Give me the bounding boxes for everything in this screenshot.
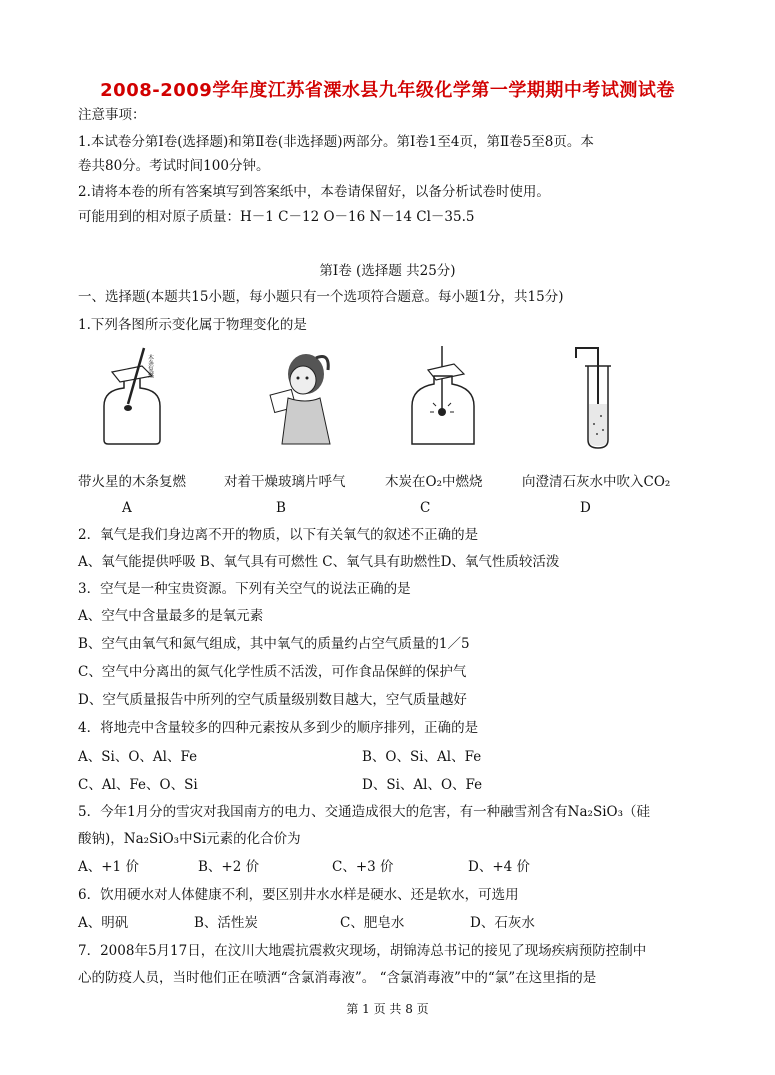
q1-figures xyxy=(78,344,718,454)
q3-option-a: A、空气中含量最多的是氧元素 xyxy=(78,608,264,624)
section-title: 第Ⅰ卷 (选择题 共25分) xyxy=(319,263,456,279)
q3-option-d: D、空气质量报告中所列的空气质量级别数目越大，空气质量越好 xyxy=(78,692,467,708)
q6-option-c: C、肥皂水 xyxy=(340,915,405,931)
charcoal-jar-figure xyxy=(408,344,498,452)
note-1-line-1: 1.本试卷分第Ⅰ卷(选择题)和第Ⅱ卷(非选择题)两部分。第Ⅰ卷1至4页，第Ⅱ卷5至8页。本 xyxy=(78,134,594,150)
q5-option-d: D、+4 价 xyxy=(468,859,531,875)
q1-captions xyxy=(78,470,718,516)
q5-stem-line-1: 5．今年1月分的雪灾对我国南方的电力、交通造成很大的危害，有一种融雪剂含有Na₂SiO₃（硅 xyxy=(78,804,650,820)
q5-stem-line-2: 酸钠)，Na₂SiO₃中Si元素的化合价为 xyxy=(78,831,301,847)
q7-stem-line-2: 心的防疫人员，当时他们正在喷洒“含氯消毒液”。 “含氯消毒液”中的“氯”在这里指的是 xyxy=(78,970,597,986)
q7-stem-line-1: 7．2008年5月17日，在汶川大地震抗震救灾现场，胡锦涛总书记的接见了现场疾病预防控制中 xyxy=(78,943,647,959)
q4-option-c: C、Al、Fe、O、Si xyxy=(78,777,198,793)
atomic-masses: 可能用到的相对原子质量：H－1 C－12 O－16 N－14 Cl－35.5 xyxy=(78,209,475,225)
note-2: 2.请将本卷的所有答案填写到答案纸中，本卷请保留好，以备分析试卷时使用。 xyxy=(78,184,550,200)
jar-splint-figure xyxy=(98,344,188,452)
q5-option-b: B、+2 价 xyxy=(198,859,260,875)
section-intro: 一、选择题(本题共15小题，每小题只有一个选项符合题意。每小题1分，共15分) xyxy=(78,289,564,305)
q5-option-a: A、+1 价 xyxy=(78,859,139,875)
caption-d: 向澄清石灰水中吹入CO₂ xyxy=(522,474,671,490)
caption-c: 木炭在O₂中燃烧 xyxy=(385,474,483,490)
q4-option-b: B、O、Si、Al、Fe xyxy=(362,749,482,765)
q5-option-c: C、+3 价 xyxy=(332,859,394,875)
q6-option-a: A、明矾 xyxy=(78,915,129,931)
letter-b: B xyxy=(276,500,286,516)
q4-option-d: D、Si、Al、O、Fe xyxy=(362,777,483,793)
notes-heading: 注意事项： xyxy=(78,107,146,123)
q3-option-c: C、空气中分离出的氮气化学性质不活泼，可作食品保鲜的保护气 xyxy=(78,664,467,680)
girl-breath-figure xyxy=(258,344,348,452)
q6-stem: 6．饮用硬水对人体健康不利，要区别井水水样是硬水、还是软水，可选用 xyxy=(78,887,519,903)
test-tube-figure xyxy=(568,344,628,452)
q6-option-b: B、活性炭 xyxy=(194,915,258,931)
page-footer: 第 1 页 共 8 页 xyxy=(346,1002,429,1016)
caption-b: 对着干燥玻璃片呼气 xyxy=(224,474,346,490)
q6-option-d: D、石灰水 xyxy=(470,915,535,931)
note-1-line-2: 卷共80分。考试时间100分钟。 xyxy=(78,158,270,174)
exam-title: 2008-2009学年度江苏省溧水县九年级化学第一学期期中考试测试卷 xyxy=(100,80,675,101)
caption-a: 带火星的木条复燃 xyxy=(78,474,186,490)
q4-stem: 4．将地壳中含量较多的四种元素按从多到少的顺序排列，正确的是 xyxy=(78,720,479,736)
q4-option-a: A、Si、O、Al、Fe xyxy=(78,749,198,765)
q3-option-b: B、空气由氧气和氮气组成，其中氧气的质量约占空气质量的1／5 xyxy=(78,636,470,652)
splint-label: 木条复燃 xyxy=(146,354,154,378)
q2-options: A、氧气能提供呼吸 B、氧气具有可燃性 C、氧气具有助燃性D、氧气性质较活泼 xyxy=(78,554,560,570)
letter-c: C xyxy=(420,500,431,516)
letter-a: A xyxy=(122,500,132,516)
letter-d: D xyxy=(580,500,591,516)
q1-stem: 1.下列各图所示变化属于物理变化的是 xyxy=(78,317,307,333)
q2-stem: 2．氧气是我们身边离不开的物质，以下有关氧气的叙述不正确的是 xyxy=(78,527,479,543)
q3-stem: 3．空气是一种宝贵资源。下列有关空气的说法正确的是 xyxy=(78,581,411,597)
